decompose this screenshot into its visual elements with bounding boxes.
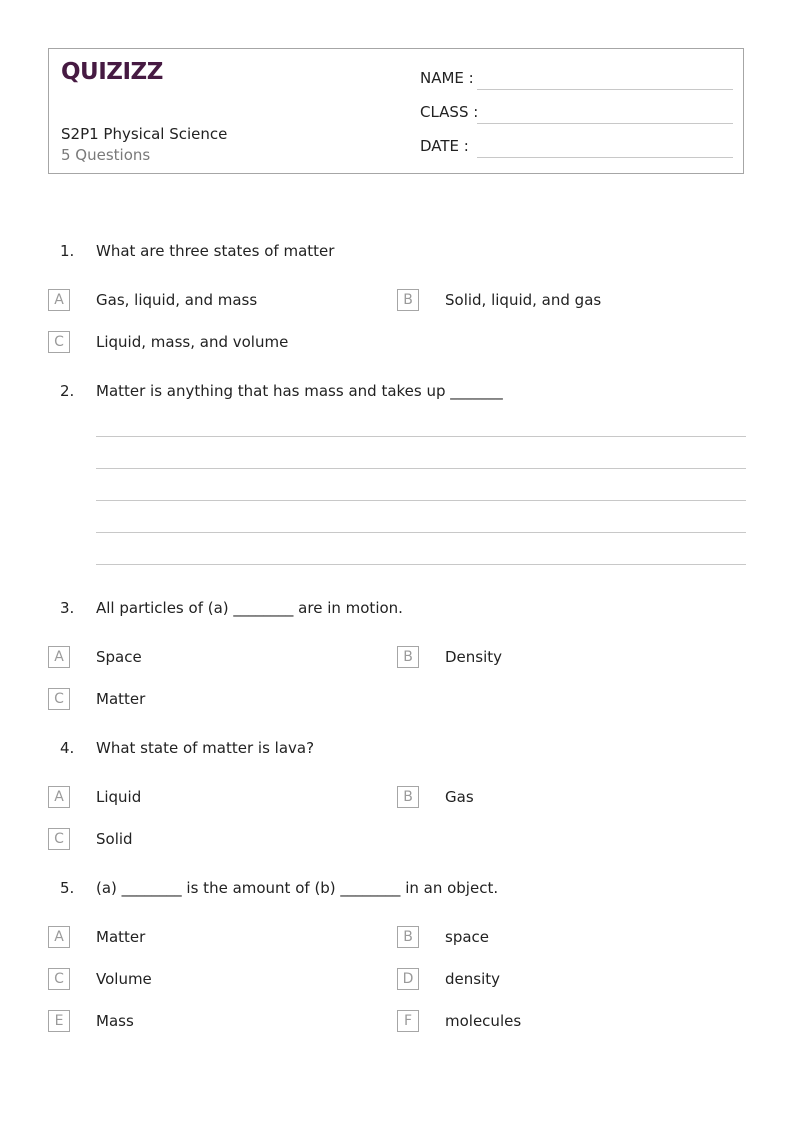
question-number: 5.: [60, 879, 75, 897]
option-text: density: [445, 970, 500, 988]
date-label: DATE :: [420, 137, 469, 155]
worksheet-title: S2P1 Physical Science: [61, 125, 228, 143]
answer-line[interactable]: [96, 532, 746, 533]
question-text: What state of matter is lava?: [96, 739, 315, 757]
worksheet-header: [48, 48, 744, 174]
option-letter-box[interactable]: B: [397, 926, 419, 948]
answer-line[interactable]: [96, 468, 746, 469]
quizizz-logo: QUIZIZZ: [61, 59, 163, 85]
option-text: molecules: [445, 1012, 522, 1030]
option-text: Liquid, mass, and volume: [96, 333, 289, 351]
option-text: Solid, liquid, and gas: [445, 291, 602, 309]
option-letter-box[interactable]: D: [397, 968, 419, 990]
option-letter-box[interactable]: E: [48, 1010, 70, 1032]
class-label: CLASS :: [420, 103, 479, 121]
question-number: 4.: [60, 739, 75, 757]
question-text: Matter is anything that has mass and takes up _______: [96, 382, 503, 400]
date-line[interactable]: [477, 157, 733, 158]
option-letter-box[interactable]: C: [48, 968, 70, 990]
option-text: Density: [445, 648, 503, 666]
question-number: 3.: [60, 599, 75, 617]
answer-line[interactable]: [96, 500, 746, 501]
name-line[interactable]: [477, 89, 733, 90]
option-letter-box[interactable]: B: [397, 289, 419, 311]
question-text: All particles of (a) ________ are in motion.: [96, 599, 403, 617]
answer-line[interactable]: [96, 564, 746, 565]
option-letter-box[interactable]: A: [48, 926, 70, 948]
option-letter-box[interactable]: C: [48, 688, 70, 710]
option-letter-box[interactable]: B: [397, 786, 419, 808]
option-letter-box[interactable]: C: [48, 331, 70, 353]
option-letter-box[interactable]: A: [48, 289, 70, 311]
question-number: 1.: [60, 242, 75, 260]
answer-line[interactable]: [96, 436, 746, 437]
option-text: Gas: [445, 788, 474, 806]
option-text: Solid: [96, 830, 133, 848]
question-number: 2.: [60, 382, 75, 400]
option-text: Matter: [96, 690, 146, 708]
question-count: 5 Questions: [61, 146, 151, 164]
option-letter-box[interactable]: A: [48, 786, 70, 808]
option-letter-box[interactable]: F: [397, 1010, 419, 1032]
class-line[interactable]: [477, 123, 733, 124]
option-letter-box[interactable]: C: [48, 828, 70, 850]
option-letter-box[interactable]: A: [48, 646, 70, 668]
option-text: space: [445, 928, 490, 946]
question-text: (a) ________ is the amount of (b) ________ in an object.: [96, 879, 499, 897]
option-text: Matter: [96, 928, 146, 946]
option-text: Liquid: [96, 788, 142, 806]
option-text: Mass: [96, 1012, 134, 1030]
question-text: What are three states of matter: [96, 242, 335, 260]
option-text: Gas, liquid, and mass: [96, 291, 258, 309]
option-letter-box[interactable]: B: [397, 646, 419, 668]
option-text: Volume: [96, 970, 152, 988]
name-label: NAME :: [420, 69, 474, 87]
option-text: Space: [96, 648, 142, 666]
